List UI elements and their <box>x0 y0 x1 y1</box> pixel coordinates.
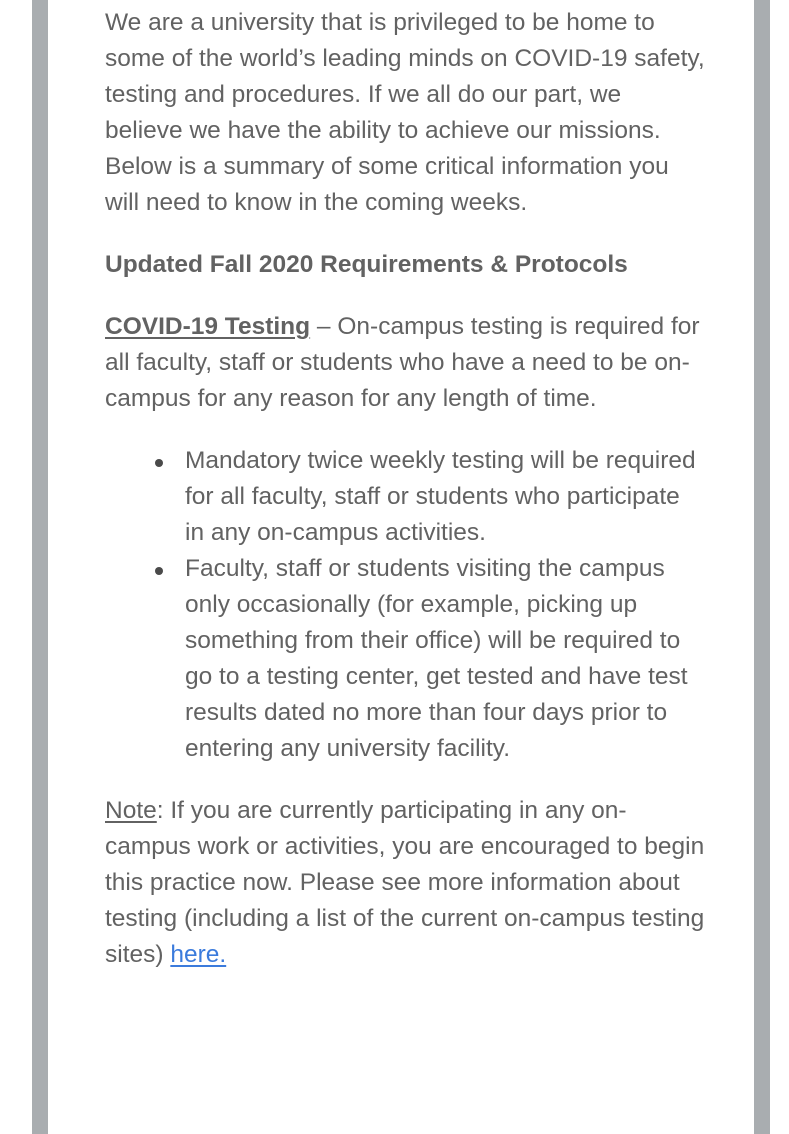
note-body: : If you are currently participating in any on-campus work or activities, you are encouraged to begin this practice now. Please see more information about testing (including a list of the current on-campus testing sites) <box>105 797 705 968</box>
section-heading: Updated Fall 2020 Requirements & Protocols <box>105 251 628 278</box>
testing-title: COVID-19 Testing <box>105 313 311 340</box>
email-body <box>48 0 754 1134</box>
left-margin <box>0 0 32 1134</box>
left-frame-border <box>32 0 48 1134</box>
intro-paragraph: We are a university that is privileged to be home to some of the world’s leading minds on COVID-19 safety, testing and procedures. If we all do our part, we believe we have the ability to achieve our missions. Below is a summary of some critical information you will need to know in the coming weeks. <box>105 9 705 216</box>
testing-requirements-list <box>105 443 705 767</box>
list-item <box>105 443 705 551</box>
note-paragraph <box>105 793 705 973</box>
list-item <box>105 551 705 767</box>
bullet-icon <box>155 459 163 467</box>
testing-info-link[interactable]: here. <box>170 941 227 968</box>
list-item-text: Faculty, staff or students visiting the campus only occasionally (for example, picking up something from their office) will be required to go to a testing center, get tested and have test results dated no more than four days prior to entering any university facility. <box>185 555 688 762</box>
right-margin <box>770 0 789 1134</box>
testing-body: – On-campus testing is required for all faculty, staff or students who have a need to be on-campus for any reason for any length of time. <box>105 313 700 412</box>
list-item-text: Mandatory twice weekly testing will be required for all faculty, staff or students who participate in any on-campus activities. <box>185 447 696 546</box>
bullet-icon <box>155 567 163 575</box>
right-frame-border <box>754 0 770 1134</box>
email-content <box>105 5 705 973</box>
note-label: Note <box>105 797 157 824</box>
testing-paragraph <box>105 309 705 417</box>
